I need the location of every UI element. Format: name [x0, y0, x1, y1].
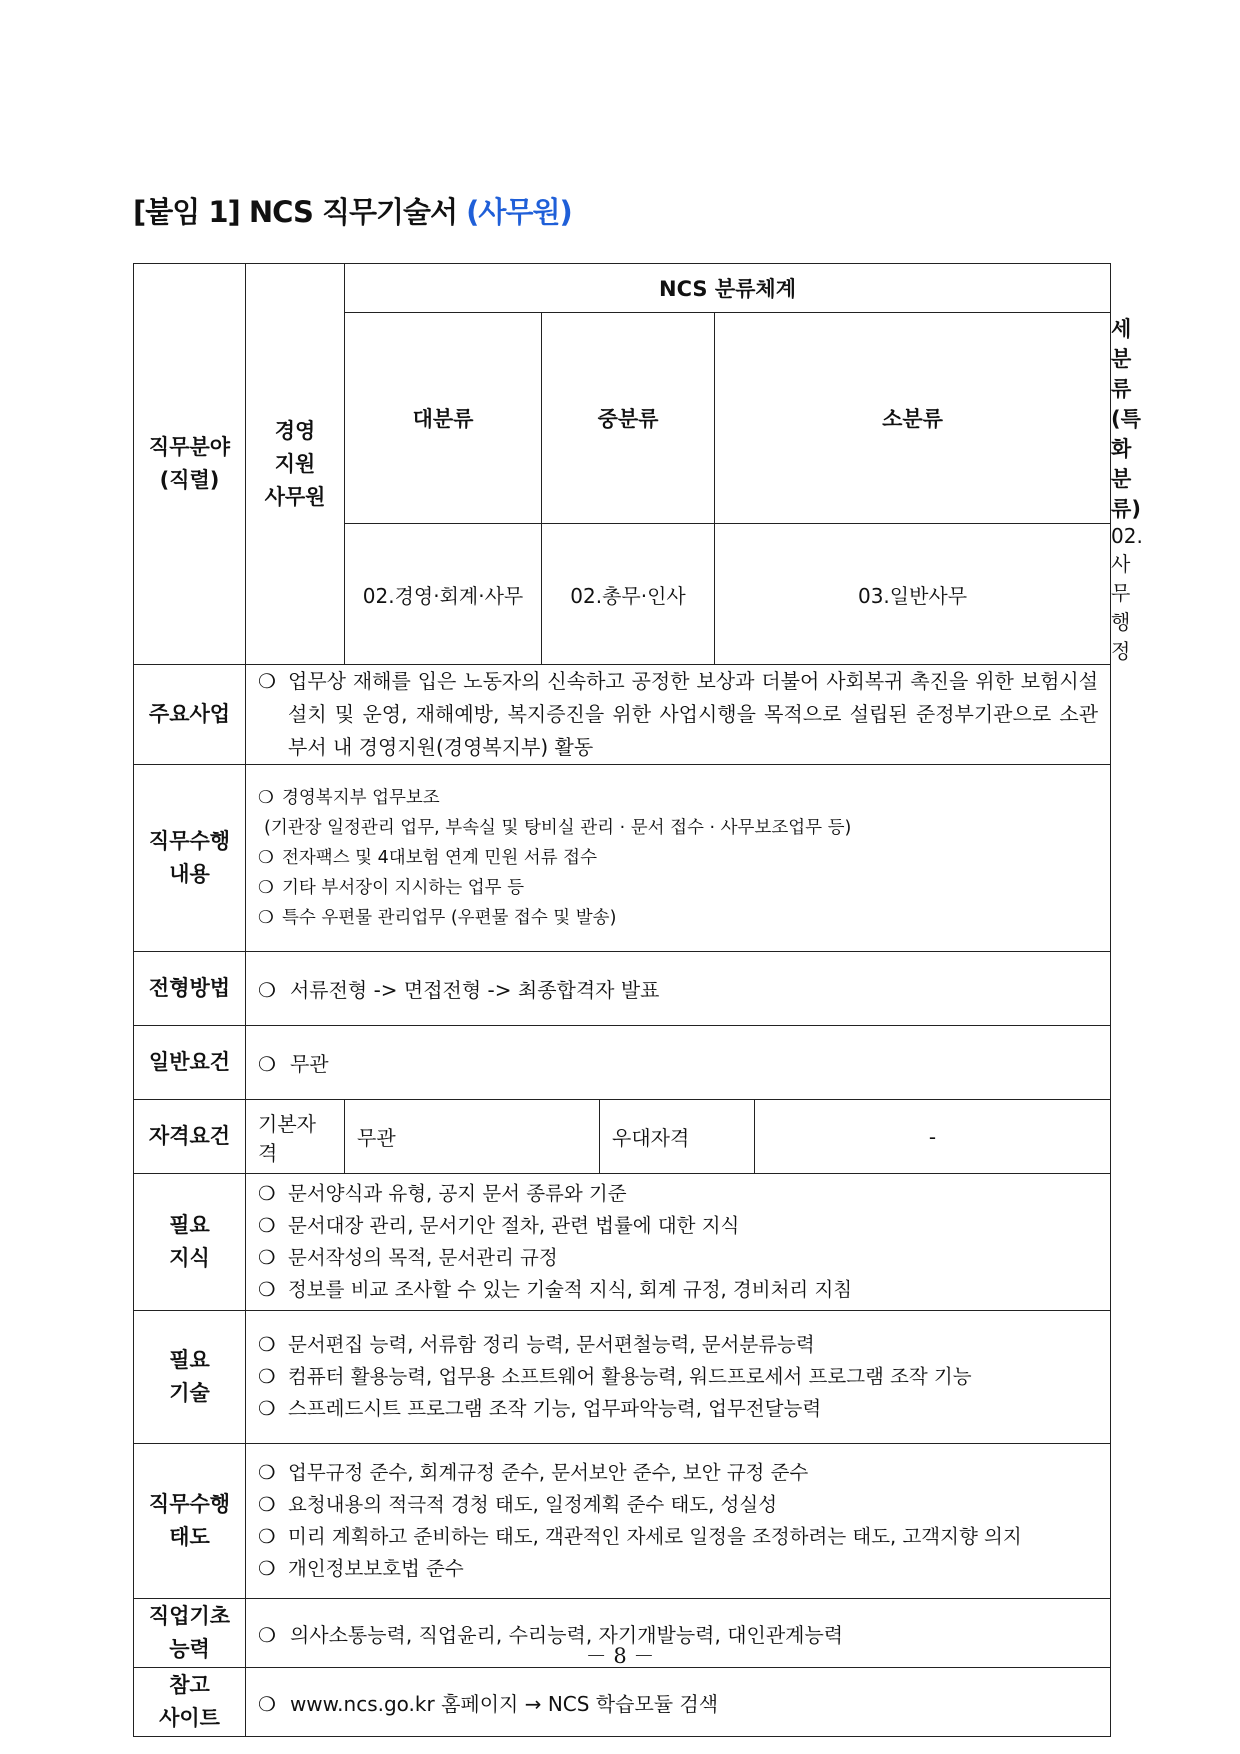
list-item: ❍ 개인정보보호법 준수 — [258, 1553, 1100, 1585]
bullet-icon: ❍ — [258, 669, 276, 693]
pref-qual-label: 우대자격 — [600, 1100, 755, 1174]
skills-label: 필요 기술 — [134, 1311, 246, 1444]
page-title — [133, 190, 572, 231]
basic-qual-value: 무관 — [345, 1100, 600, 1174]
main-business-text: ❍ 업무상 재해를 입은 노동자의 신속하고 공정한 보상과 더불어 사회복귀 촉진을 위한 보험시설 설치 및 운영, 재해예방, 복지증진을 위한 사업시행을 목적으로 설립된 준정부기관으로 소관 부서 내 경영지원(경영복지부) 활동 — [258, 665, 1098, 764]
list-item: ❍ 문서대장 관리, 문서기안 절차, 관련 법률에 대한 지식 — [258, 1210, 1100, 1242]
general-req-label: 일반요건 — [134, 1026, 246, 1100]
basic-ability-label: 직업기초 능력 — [134, 1599, 246, 1668]
pref-qual-value: - — [755, 1100, 1111, 1174]
basic-qual-label: 기본자격 — [246, 1100, 345, 1174]
bullet-icon: ❍ — [258, 1525, 276, 1548]
list-item: ❍ 미리 계획하고 준비하는 태도, 객관적인 자세로 일정을 조정하려는 태도, 고객지향 의지 — [258, 1521, 1100, 1553]
list-item: ❍ 문서작성의 목적, 문서관리 규정 — [258, 1242, 1100, 1274]
qualification-label: 자격요건 — [134, 1100, 246, 1174]
list-item: ❍ 정보를 비교 조사할 수 있는 기술적 지식, 회계 규정, 경비처리 지침 — [258, 1274, 1100, 1306]
value-middle: 02.총무·인사 — [542, 524, 715, 665]
list-item: ❍ 특수 우편물 관리업무 (우편물 접수 및 발송) — [258, 903, 1100, 933]
bullet-icon: ❍ — [258, 878, 274, 898]
bullet-icon: ❍ — [258, 1246, 276, 1269]
ncs-classification-title: NCS 분류체계 — [345, 264, 1111, 313]
basic-ability-text: ❍ 의사소통능력, 직업윤리, 수리능력, 자기개발능력, 대인관계능력 — [246, 1599, 1111, 1668]
bullet-icon: ❍ — [258, 1365, 276, 1388]
bullet-icon: ❍ — [258, 1333, 276, 1356]
bullet-icon: ❍ — [258, 1493, 276, 1516]
bullet-icon: ❍ — [258, 978, 276, 1002]
list-item: ❍ 요청내용의 적극적 경청 태도, 일정계획 준수 태도, 성실성 — [258, 1489, 1100, 1521]
list-item: ❍ 기타 부서장이 지시하는 업무 등 — [258, 873, 1100, 903]
col-minor: 소분류 — [715, 313, 1111, 524]
title-main: [붙임 1] NCS 직무기술서 — [133, 195, 458, 229]
bullet-icon: ❍ — [258, 1214, 276, 1237]
duties-label: 직무수행 내용 — [134, 765, 246, 952]
bullet-icon: ❍ — [258, 1691, 276, 1716]
list-item: ❍ 경영복지부 업무보조 — [258, 783, 1100, 813]
bullet-icon: ❍ — [258, 1397, 276, 1420]
bullet-icon: ❍ — [258, 848, 274, 868]
list-item: ❍ 컴퓨터 활용능력, 업무용 소프트웨어 활용능력, 워드프로세서 프로그램 조작 기능 — [258, 1361, 1100, 1393]
general-req-text: ❍ 무관 — [246, 1026, 1111, 1100]
list-item: ❍ 전자팩스 및 4대보험 연계 민원 서류 접수 — [258, 843, 1100, 873]
value-minor: 03.일반사무 — [715, 524, 1111, 665]
bullet-icon: ❍ — [258, 1052, 276, 1076]
job-description-table: 직무분야 (직렬) 경영 지원 사무원 NCS 분류체계 대분류 중분류 소분류 세분류(특화분류) 02.경영·회계·사무 02.총무·인사 03.일반사무 02.사무행정 주요사업 ❍ 업무상 재해를 입은 노동자의 신속하고 공정한 보상과 더불어 사회복귀 촉진을 위한 보험시설 설치 및 운영, 재해예방, 복지증진을 위한 사업시행을 목적으로 설립된 준정부기관으로 소관 부서 내 경영지원(경영복지부) 활동 직무수행 내용 ❍ 경영복지부 업무보조 (기관장 일정관리 업무, 부속실 및 탕비실 관리 · 문서 접수 · 사무보조업무 등) ❍ 전자팩스 및 4대보험 연계 민원 서류 접수 ❍ 기타 부서장이 지시하는 업무 등 ❍ 특수 우편물 관리업무 (우편물 접수 및 발송) 전형방법 ❍ 서류전형 -> 면접전형 -> 최종합격자 발표 일반요건 ❍ 무관 자격요건 기본자격 무관 우대자격 - 필요 지식 ❍ 문서양식과 유형, 공지 문서 종류와 기준 ❍ 문서대장 관리, 문서기안 절차, 관련 법률에 대한 지식 ❍ 문서작성의 목적, 문서관리 규정 ❍ 정보를 비교 조사할 수 있는 기술적 지식, 회계 규정, 경비처리 지침 필요 기술 ❍ 문서편집 능력, 서류함 정리 능력, 문서편철능력, 문서분류능력 ❍ 컴퓨터 활용능력, 업무용 소프트웨어 활용능력, 워드프로세서 프로그램 조작 기능 ❍ 스프레드시트 프로그램 조작 기능, 업무파악능력, 업무전달능력 직무수행 태도 ❍ 업무규정 준수, 회계규정 준수, 문서보안 준수, 보안 규정 준수 ❍ 요청내용의 적극적 경청 태도, 일정계획 준수 태도, 성실성 ❍ 미리 계획하고 준비하는 태도, 객관적인 자세로 일정을 조정하려는 태도, 고객지향 의지 ❍ 개인정보보호법 준수 직업기초 능력 ❍ 의사소통능력, 직업윤리, 수리능력, 자기개발능력, 대인관계능력 참고 사이트 ❍ www.ncs.go.kr 홈페이지 → NCS 학습모듈 검색 — [133, 263, 1111, 1737]
field-value: 경영 지원 사무원 — [246, 264, 345, 665]
list-item: ❍ 문서편집 능력, 서류함 정리 능력, 문서편철능력, 문서분류능력 — [258, 1329, 1100, 1361]
title-accent: (사무원) — [466, 195, 572, 229]
selection-text: ❍ 서류전형 -> 면접전형 -> 최종합격자 발표 — [246, 952, 1111, 1026]
bullet-icon: ❍ — [258, 788, 274, 808]
list-item: ❍ 문서양식과 유형, 공지 문서 종류와 기준 — [258, 1178, 1100, 1210]
bullet-icon: ❍ — [258, 1461, 276, 1484]
list-item: ❍ 업무규정 준수, 회계규정 준수, 문서보안 준수, 보안 규정 준수 — [258, 1457, 1100, 1489]
bullet-icon: ❍ — [258, 1622, 276, 1647]
selection-label: 전형방법 — [134, 952, 246, 1026]
value-major: 02.경영·회계·사무 — [345, 524, 542, 665]
col-middle: 중분류 — [542, 313, 715, 524]
reference-text: ❍ www.ncs.go.kr 홈페이지 → NCS 학습모듈 검색 — [246, 1668, 1111, 1737]
reference-label: 참고 사이트 — [134, 1668, 246, 1737]
main-business-label: 주요사업 — [134, 665, 246, 765]
attitude-label: 직무수행 태도 — [134, 1444, 246, 1599]
page-number: － 8 － — [585, 1644, 655, 1668]
col-major: 대분류 — [345, 313, 542, 524]
bullet-icon: ❍ — [258, 908, 274, 928]
list-item: ❍ 스프레드시트 프로그램 조작 기능, 업무파악능력, 업무전달능력 — [258, 1393, 1100, 1425]
knowledge-label: 필요 지식 — [134, 1174, 246, 1311]
field-label: 직무분야 (직렬) — [134, 264, 246, 665]
bullet-icon: ❍ — [258, 1557, 276, 1580]
list-item: (기관장 일정관리 업무, 부속실 및 탕비실 관리 · 문서 접수 · 사무보조업무 등) — [264, 818, 852, 838]
bullet-icon: ❍ — [258, 1278, 276, 1301]
bullet-icon: ❍ — [258, 1182, 276, 1205]
